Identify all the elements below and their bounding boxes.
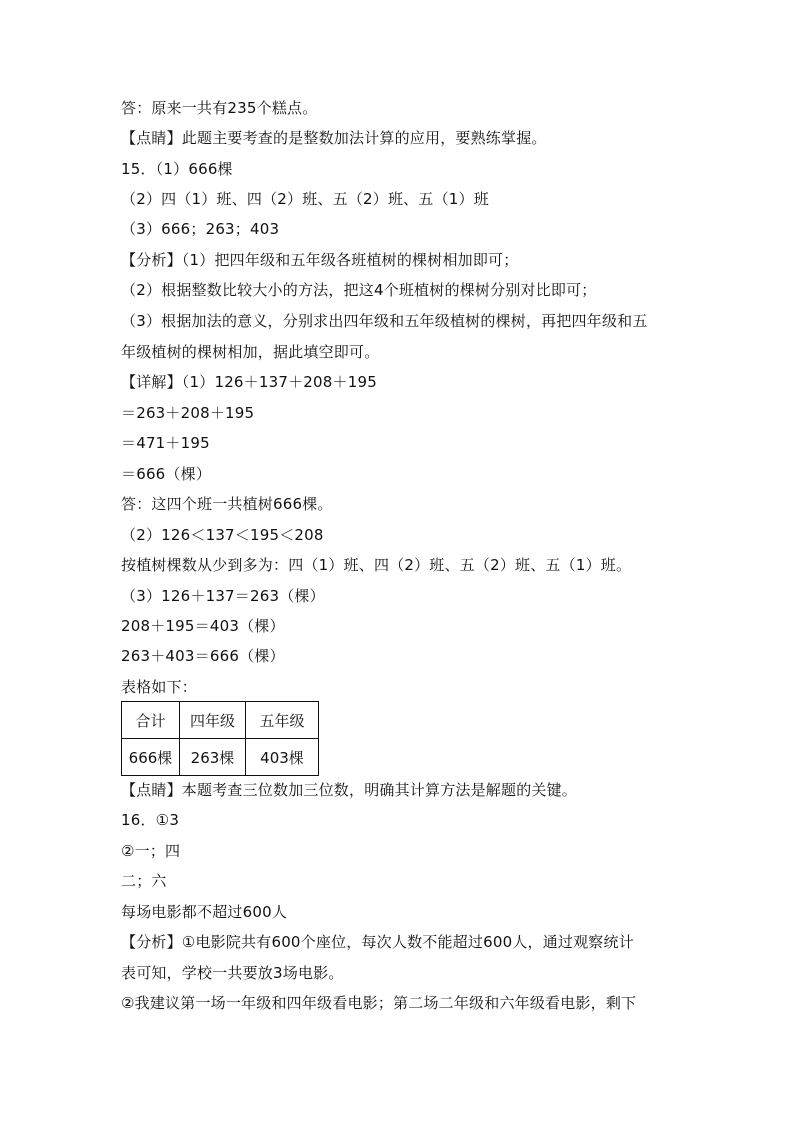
analysis-line-3: （3）根据加法的意义，分别求出四年级和五年级植树的棵树，再把四年级和五 <box>121 312 648 330</box>
result-table <box>121 701 319 776</box>
analysis-line-1: 【分析】（1）把四年级和五年级各班植树的棵树相加即可； <box>121 251 519 269</box>
question-15-answer-1: 15．（1）666棵 <box>121 160 233 178</box>
detail-line-3: ＝471＋195 <box>121 434 210 452</box>
key-point-line: 【点睛】此题主要考查的是整数加法计算的应用，要熟练掌握。 <box>121 129 547 147</box>
question-16-answer-1: 16．①3 <box>121 811 180 829</box>
question-15-answer-3: （3）666；263；403 <box>121 220 280 238</box>
analysis-16-line-1: 【分析】①电影院共有600个座位，每次人数不能超过600人，通过观察统计 <box>121 933 634 951</box>
detail-line-4: ＝666（棵） <box>121 465 212 483</box>
answer-line-total-cakes: 答：原来一共有235个糕点。 <box>121 99 318 117</box>
table-cell: 403棵 <box>246 739 319 776</box>
table-row <box>122 739 319 776</box>
detail-sum-grade-5: 208＋195＝403（棵） <box>121 617 285 635</box>
analysis-16-line-3: ②我建议第一场一年级和四年级看电影；第二场二年级和六年级看电影，剩下 <box>121 994 637 1012</box>
table-cell: 666棵 <box>122 739 180 776</box>
table-header-row <box>122 702 319 739</box>
key-point-line-2: 【点睛】本题考查三位数加三位数，明确其计算方法是解题的关键。 <box>121 781 578 799</box>
detail-comparison: （2）126＜137＜195＜208 <box>121 526 324 544</box>
detail-line-2: ＝263＋208＋195 <box>121 404 255 422</box>
detail-sum-total: 263＋403＝666（棵） <box>121 647 285 665</box>
table-header-cell: 合计 <box>122 702 180 739</box>
detail-sum-grade-4: （3）126＋137＝263（棵） <box>121 587 325 605</box>
table-intro: 表格如下： <box>121 678 198 696</box>
table-header-cell: 五年级 <box>246 702 319 739</box>
detail-order-line: 按植树棵数从少到多为：四（1）班、四（2）班、五（2）班、五（1）班。 <box>121 556 632 574</box>
question-15-answer-2: （2）四（1）班、四（2）班、五（2）班、五（1）班 <box>121 190 489 208</box>
analysis-line-4: 年级植树的棵树相加，据此填空即可。 <box>121 343 380 361</box>
detail-line-1: 【详解】（1）126＋137＋208＋195 <box>121 373 377 391</box>
question-16-answer-2: ②一；四 <box>121 842 181 860</box>
analysis-line-2: （2）根据整数比较大小的方法，把这4个班植树的棵树分别对比即可； <box>121 281 597 299</box>
analysis-16-line-2: 表可知，学校一共要放3场电影。 <box>121 964 344 982</box>
question-16-answer-3: 二；六 <box>121 872 167 890</box>
table-header-cell: 四年级 <box>180 702 246 739</box>
detail-answer-total: 答：这四个班一共植树666棵。 <box>121 495 333 513</box>
table-cell: 263棵 <box>180 739 246 776</box>
question-16-answer-4: 每场电影都不超过600人 <box>121 903 288 921</box>
